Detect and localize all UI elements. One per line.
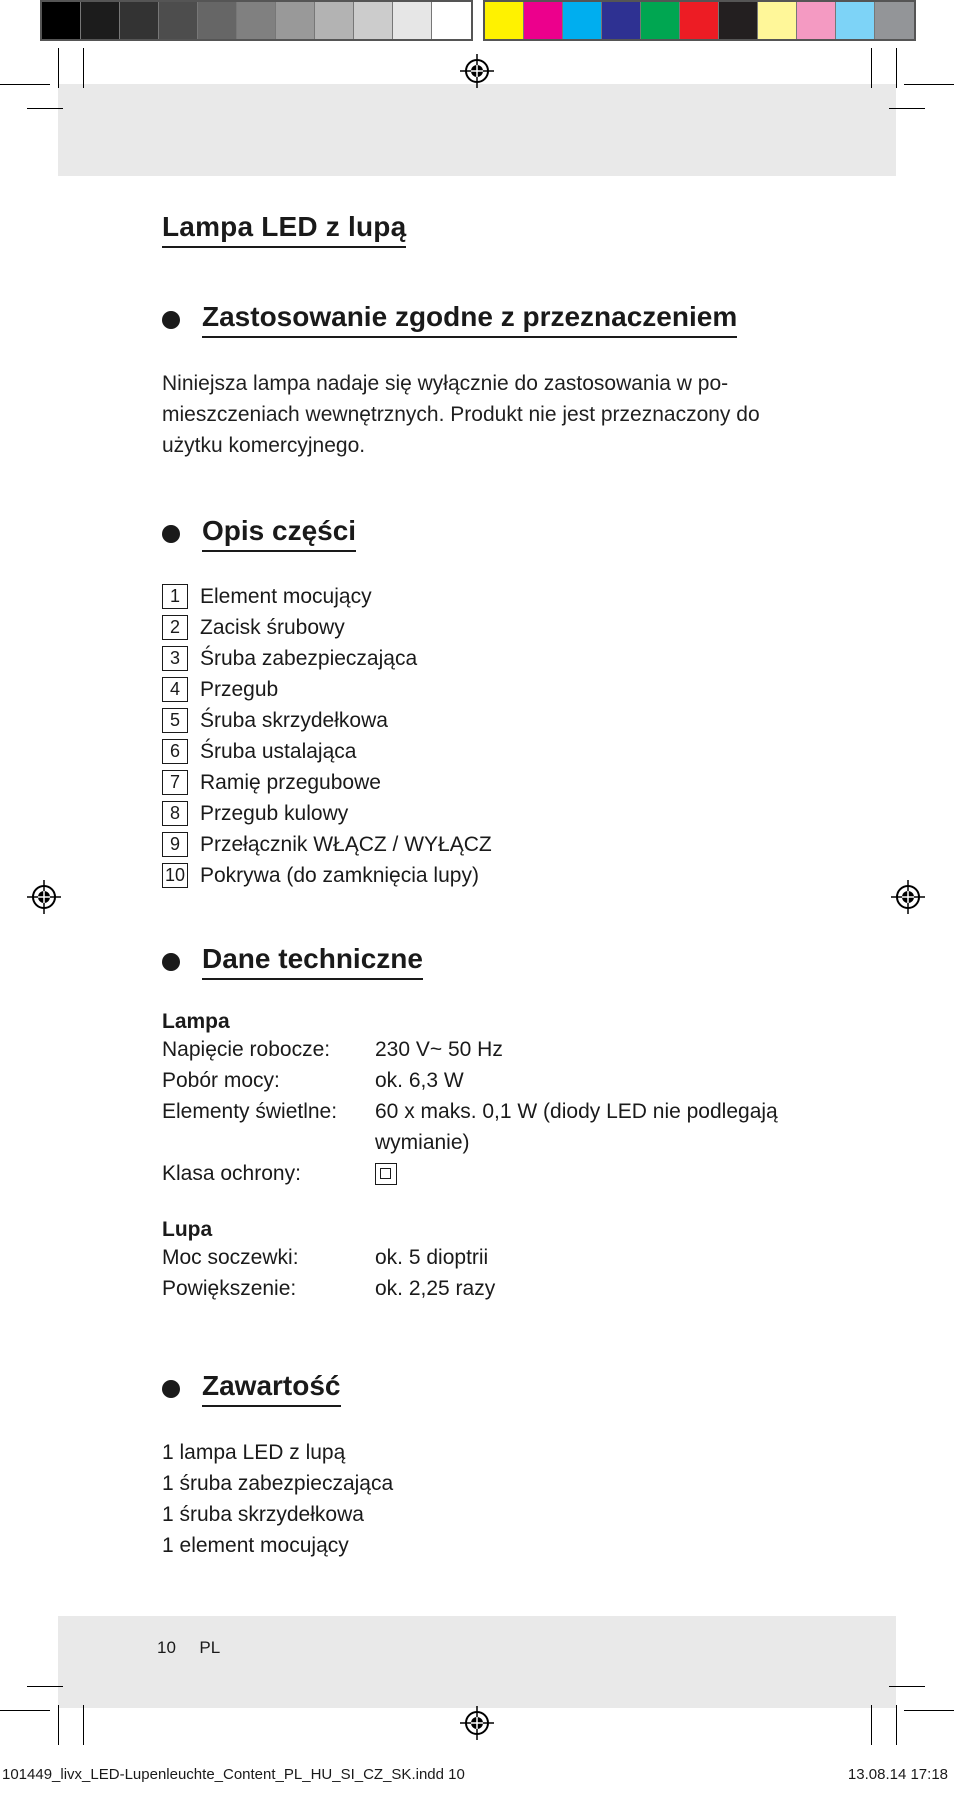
section-heading-text: Zawartość: [202, 1371, 341, 1407]
section-heading-text: Opis części: [202, 516, 356, 552]
protection-class-ii-icon: [375, 1163, 397, 1185]
part-label: Ramię przegubowe: [200, 770, 381, 794]
section-heading-parts: [162, 516, 356, 552]
spec-key: Napięcie robocze:: [162, 1038, 331, 1061]
spec-key: Powiększenie:: [162, 1277, 297, 1300]
part-label: Przegub: [200, 677, 279, 701]
color-swatch: [237, 2, 276, 39]
header-band: [58, 84, 896, 176]
section-heading-contents: [162, 1371, 341, 1407]
usage-paragraph: [162, 368, 822, 461]
tech-specs: [162, 1010, 822, 1304]
spec-key: Klasa ochrony:: [162, 1162, 301, 1185]
part-item: [162, 736, 492, 767]
list-item: 1 śruba zabezpieczająca: [162, 1472, 394, 1495]
parts-list: [162, 581, 492, 891]
language-code: PL: [199, 1638, 221, 1657]
color-swatch: [719, 2, 758, 39]
section-heading-usage: [162, 302, 737, 338]
spec-row: [162, 1034, 822, 1065]
color-swatch: [81, 2, 120, 39]
color-swatch: [354, 2, 393, 39]
spec-row: [162, 1096, 822, 1158]
contents-list: [162, 1437, 822, 1561]
spec-value-line: wymianie): [375, 1131, 470, 1154]
part-label: Zacisk śrubowy: [200, 615, 345, 639]
part-item: [162, 798, 492, 829]
page-number: 10: [157, 1638, 176, 1657]
color-swatch: [432, 2, 471, 39]
crop-mark: [904, 1710, 954, 1711]
spec-group-title: Lupa: [162, 1218, 213, 1241]
part-item: [162, 643, 492, 674]
part-item: [162, 674, 492, 705]
spec-key: Pobór mocy:: [162, 1069, 280, 1092]
crop-mark: [904, 84, 954, 85]
color-swatch: [680, 2, 719, 39]
gray-calibration-bar: [40, 0, 473, 41]
crop-mark: [889, 108, 925, 109]
crop-mark: [0, 1710, 50, 1711]
color-swatch: [485, 2, 524, 39]
spec-value: [375, 1158, 815, 1189]
color-calibration-bar: [483, 0, 916, 41]
part-number: 4: [162, 677, 188, 702]
page-footer: [157, 1638, 220, 1658]
paragraph-line: użytku komercyjnego.: [162, 434, 366, 457]
spec-value: ok. 2,25 razy: [375, 1277, 496, 1300]
section-heading-text: Dane techniczne: [202, 944, 423, 980]
crop-mark: [871, 48, 872, 88]
crop-mark: [0, 84, 50, 85]
spec-key: Elementy świetlne:: [162, 1100, 338, 1123]
spec-value: ok. 6,3 W: [375, 1069, 464, 1092]
part-label: Śruba zabezpieczająca: [200, 646, 418, 670]
color-swatch: [875, 2, 914, 39]
crop-mark: [83, 48, 84, 88]
spec-value-line: 60 x maks. 0,1 W (diody LED nie podlegają: [375, 1100, 778, 1123]
spec-row: [162, 1065, 822, 1096]
paragraph-line: mieszczeniach wewnętrznych. Produkt nie jest przeznaczony do: [162, 403, 760, 426]
spec-value: 230 V~ 50 Hz: [375, 1038, 503, 1061]
color-swatch: [641, 2, 680, 39]
part-item: [162, 860, 492, 891]
color-swatch: [198, 2, 237, 39]
color-swatch: [797, 2, 836, 39]
spec-row: [162, 1242, 822, 1273]
part-number: 7: [162, 770, 188, 795]
part-label: Śruba skrzydełkowa: [200, 708, 388, 732]
registration-mark-icon: [460, 54, 494, 88]
list-item: 1 lampa LED z lupą: [162, 1441, 346, 1464]
part-number: 9: [162, 832, 188, 857]
crop-mark: [889, 1686, 925, 1687]
list-item: 1 element mocujący: [162, 1534, 349, 1557]
part-number: 6: [162, 739, 188, 764]
crop-mark: [27, 108, 63, 109]
part-number: 10: [162, 863, 188, 888]
crop-mark: [83, 1705, 84, 1745]
crop-mark: [871, 1705, 872, 1745]
color-swatch: [524, 2, 563, 39]
file-slug: 101449_livx_LED-Lupenleuchte_Content_PL_HU_SI_CZ_SK.indd 10: [2, 1766, 465, 1783]
crop-mark: [58, 1705, 59, 1745]
registration-mark-icon: [27, 880, 61, 914]
part-label: Pokrywa (do zamknięcia lupy): [200, 863, 479, 887]
color-swatch: [602, 2, 641, 39]
part-label: Śruba ustalająca: [200, 739, 357, 763]
registration-mark-icon: [460, 1706, 494, 1740]
part-label: Przełącznik WŁĄCZ / WYŁĄCZ: [200, 832, 492, 856]
color-swatch: [836, 2, 875, 39]
color-swatch: [159, 2, 198, 39]
paragraph-line: Niniejsza lampa nadaje się wyłącznie do zastosowania w po-: [162, 372, 729, 395]
color-swatch: [276, 2, 315, 39]
color-swatch: [120, 2, 159, 39]
part-item: [162, 581, 492, 612]
bullet-icon: [162, 1380, 180, 1398]
registration-mark-icon: [891, 880, 925, 914]
part-number: 2: [162, 615, 188, 640]
spec-key: Moc soczewki:: [162, 1246, 299, 1269]
color-swatch: [315, 2, 354, 39]
part-label: Przegub kulowy: [200, 801, 349, 825]
part-number: 1: [162, 584, 188, 609]
section-heading-tech: [162, 944, 423, 980]
section-heading-text: Zastosowanie zgodne z przeznaczeniem: [202, 302, 737, 338]
color-swatch: [563, 2, 602, 39]
spec-row: [162, 1158, 822, 1189]
spec-value: ok. 5 dioptrii: [375, 1246, 489, 1269]
bullet-icon: [162, 953, 180, 971]
spec-value: [375, 1096, 815, 1158]
page-title: Lampa LED z lupą: [162, 212, 406, 248]
spec-group-title: Lampa: [162, 1010, 230, 1033]
part-number: 3: [162, 646, 188, 671]
footer-band: [58, 1616, 896, 1708]
bullet-icon: [162, 525, 180, 543]
crop-mark: [896, 48, 897, 88]
part-item: [162, 612, 492, 643]
list-item: 1 śruba skrzydełkowa: [162, 1503, 364, 1526]
date-slug: 13.08.14 17:18: [847, 1766, 948, 1783]
part-label: Element mocujący: [200, 584, 372, 608]
part-item: [162, 829, 492, 860]
crop-mark: [27, 1686, 63, 1687]
color-swatch: [42, 2, 81, 39]
part-item: [162, 705, 492, 736]
bullet-icon: [162, 311, 180, 329]
color-swatch: [758, 2, 797, 39]
part-number: 5: [162, 708, 188, 733]
color-swatch: [393, 2, 432, 39]
crop-mark: [896, 1705, 897, 1745]
spec-row: [162, 1273, 822, 1304]
part-number: 8: [162, 801, 188, 826]
part-item: [162, 767, 492, 798]
crop-mark: [58, 48, 59, 88]
